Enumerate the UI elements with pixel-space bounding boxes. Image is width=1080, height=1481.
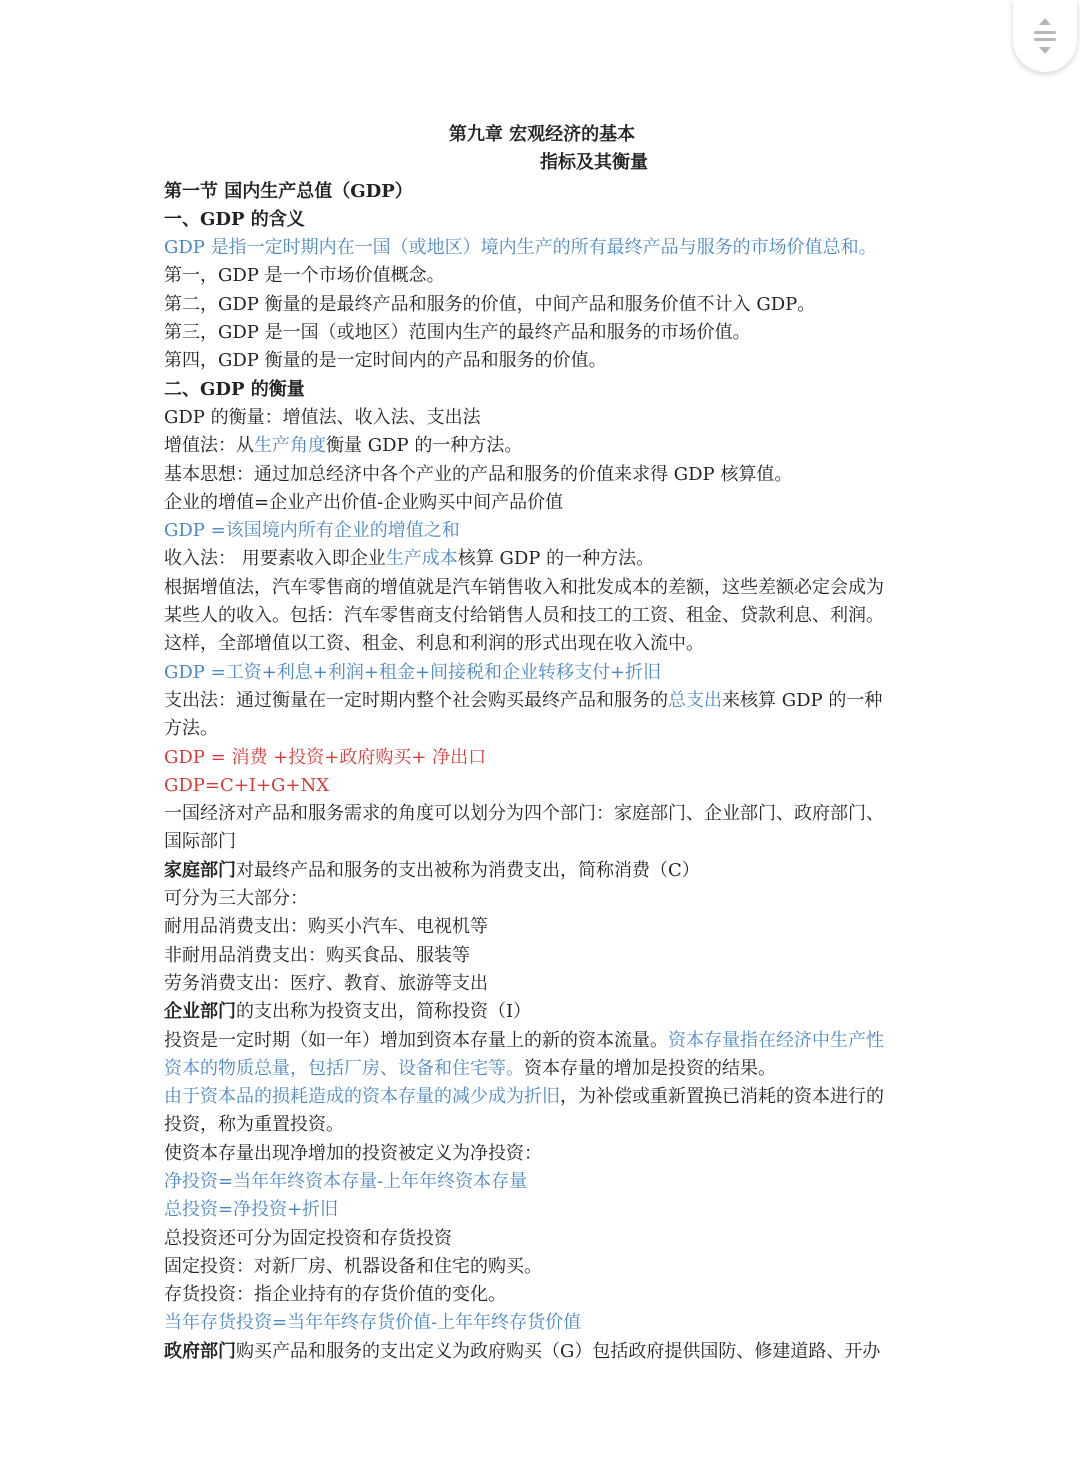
text-line [164,461,920,489]
text-segment: 生产角度 [254,435,326,457]
text-segment: 的支出称为投资支出，简称投资（I） [236,1001,532,1023]
text-segment: 二、GDP 的衡量 [164,378,305,400]
text-segment: 基本思想：通过加总经济中各个产业的产品和服务的价值来求得 GDP 核算值。 [164,463,793,485]
text-line [164,1309,920,1337]
text-segment: GDP=C+I+G+NX [164,774,330,796]
text-segment: 生产成本 [385,548,458,570]
scroll-up-icon[interactable] [1039,18,1051,25]
text-line [164,517,920,545]
text-line [164,1111,920,1139]
text-line [164,1338,920,1366]
text-segment: 第三，GDP 是一国（或地区）范围内生产的最终产品和服务的市场价值。 [164,322,751,344]
text-line [164,772,920,800]
text-segment: GDP =工资+利息+利润+租金+间接税和企业转移支付+折旧 [164,661,662,683]
text-line [164,376,920,404]
text-segment: GDP =该国境内所有企业的增值之和 [164,520,460,542]
text-line [164,545,920,573]
text-segment: 第一节 国内生产总值（GDP） [164,180,413,202]
scroll-bar-icon [1034,38,1056,41]
text-segment: 总投资=净投资+折旧 [164,1199,339,1221]
text-line [164,1140,920,1168]
text-line [164,574,920,602]
text-line [164,262,920,290]
document-body [164,178,920,1366]
text-segment: 根据增值法，汽车零售商的增值就是汽车销售收入和批发成本的差额，这些差额必定会成为 [164,576,884,598]
text-line [164,319,920,347]
text-line [164,715,920,743]
text-segment: 对最终产品和服务的支出被称为消费支出，简称消费（C） [236,859,700,881]
text-segment: 企业的增值=企业产出价值-企业购买中间产品价值 [164,491,564,513]
scroll-bar-icon [1034,31,1056,34]
text-line [164,630,920,658]
text-segment: 某些人的收入。包括：汽车零售商支付给销售人员和技工的工资、租金、贷款利息、利润。 [164,605,884,627]
text-line [164,602,920,630]
text-line [164,1055,920,1083]
text-segment: 第四，GDP 衡量的是一定时间内的产品和服务的价值。 [164,350,607,372]
text-segment: 非耐用品消费支出：购买食品、服装等 [164,944,470,966]
text-segment: 固定投资：对新厂房、机器设备和住宅的购买。 [164,1255,542,1277]
text-segment: 资本存量的增加是投资的结果。 [524,1057,776,1079]
text-segment: 这样，全部增值以工资、租金、利息和利润的形式出现在收入流中。 [164,633,704,655]
text-segment: 支出法：通过衡量在一定时期内整个社会购买最终产品和服务的 [164,689,668,711]
text-segment: 可分为三大部分： [164,888,308,910]
text-line [164,800,920,828]
text-line [164,489,920,517]
text-line [164,687,920,715]
text-line [164,913,920,941]
text-line [164,1253,920,1281]
text-segment: 企业部门 [164,1001,236,1023]
text-segment: 核算 GDP 的一种方法。 [457,548,655,570]
text-line [164,659,920,687]
text-line [164,178,920,206]
text-line [164,291,920,319]
text-line [164,1083,920,1111]
chapter-title: 第九章 宏观经济的基本 [448,124,636,145]
text-segment: 家庭部门 [164,859,236,881]
text-segment: 第一，GDP 是一个市场价值概念。 [164,265,445,287]
text-segment: 方法。 [164,718,218,740]
text-line [164,744,920,772]
text-line [164,970,920,998]
text-line [164,404,920,432]
text-segment: 第二，GDP 衡量的是最终产品和服务的价值，中间产品和服务价值不计入 GDP。 [164,293,816,315]
text-segment: 来核算 GDP 的一种 [722,689,883,711]
text-line [164,885,920,913]
text-line [164,1027,920,1055]
text-segment: 使资本存量出现净增加的投资被定义为净投资： [164,1142,542,1164]
chapter-subtitle: 指标及其衡量 [540,152,648,174]
text-segment: 一国经济对产品和服务需求的角度可以划分为四个部门：家庭部门、企业部门、政府部门、 [164,803,884,825]
text-segment: 衡量 GDP 的一种方法。 [326,435,523,457]
text-segment: 存货投资：指企业持有的存货价值的变化。 [164,1284,506,1306]
text-line [164,857,920,885]
text-segment: 政府部门 [164,1340,236,1362]
scroll-widget[interactable] [1013,0,1077,72]
text-segment: 投资是一定时期（如一年）增加到资本存量上的新的资本流量。 [164,1029,668,1051]
text-line [164,1281,920,1309]
text-line [164,828,920,856]
text-line [164,1196,920,1224]
text-segment: 资本存量指在经济中生产性 [668,1029,884,1051]
text-line [164,942,920,970]
text-segment: 净投资=当年年终资本存量-上年年终资本存量 [164,1170,528,1192]
text-segment: GDP 是指一定时期内在一国（或地区）境内生产的所有最终产品与服务的市场价值总和。 [164,237,877,259]
text-segment: 劳务消费支出：医疗、教育、旅游等支出 [164,972,488,994]
text-segment: 收入法： 用要素收入即企业 [164,548,386,570]
text-segment: 增值法：从 [164,435,254,457]
text-segment: GDP = 消费 +投资+政府购买+ 净出口 [164,746,487,768]
text-line [164,1168,920,1196]
text-segment: 由于资本品的损耗造成的资本存量的减少成为折旧 [164,1086,560,1108]
text-segment: 耐用品消费支出：购买小汽车、电视机等 [164,916,488,938]
text-segment: 总投资还可分为固定投资和存货投资 [164,1227,452,1249]
text-segment: 一、GDP 的含义 [164,208,305,230]
text-segment: 购买产品和服务的支出定义为政府购买（G）包括政府提供国防、修建道路、开办 [236,1340,881,1362]
text-line [164,234,920,262]
text-line [164,432,920,460]
text-line [164,998,920,1026]
text-segment: 投资，称为重置投资。 [164,1114,344,1136]
text-line [164,1225,920,1253]
text-segment: GDP 的衡量：增值法、收入法、支出法 [164,406,481,428]
text-segment: ，为补偿或重新置换已消耗的资本进行的 [560,1086,884,1108]
text-segment: 资本的物质总量，包括厂房、设备和住宅等。 [164,1057,524,1079]
text-segment: 当年存货投资=当年年终存货价值-上年年终存货价值 [164,1312,582,1334]
text-segment: 国际部门 [164,831,236,853]
text-line [164,206,920,234]
text-line [164,347,920,375]
document-page [164,121,920,1366]
scroll-down-icon[interactable] [1039,47,1051,54]
text-segment: 总支出 [668,689,722,711]
